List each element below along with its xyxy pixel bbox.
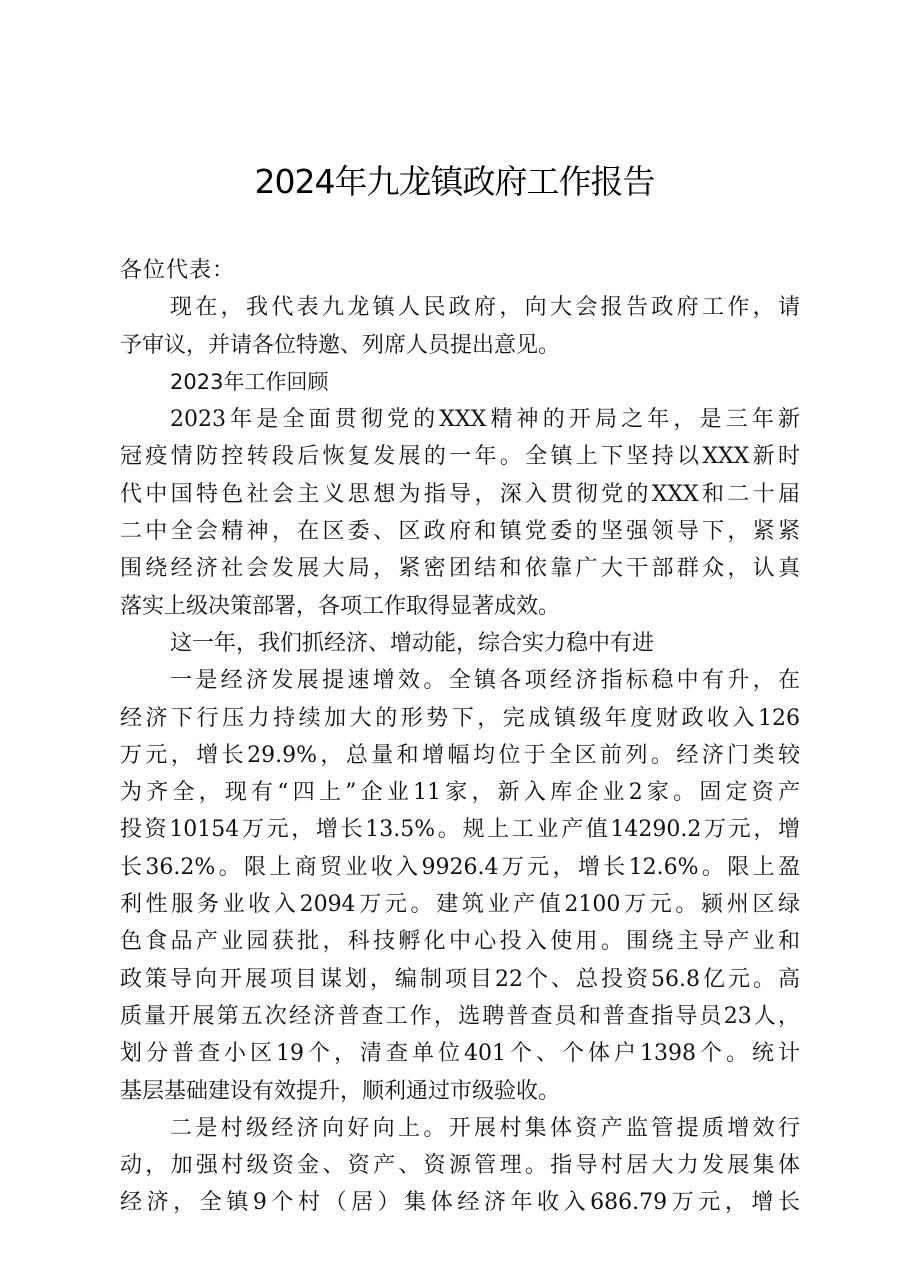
body-line: 基层基础建设有效提升，顺利通过市级验收。: [120, 1078, 561, 1104]
body-line: 一是经济发展提速增效。全镇各项经济指标稳中有升，在: [170, 668, 800, 694]
body-line: 动，加强村级资金、资产、资源管理。指导村居大力发展集体: [120, 1153, 800, 1179]
document-body: [120, 252, 800, 1222]
body-line: 二是村级经济向好向上。开展村集体资产监管提质增效行: [170, 1115, 800, 1141]
body-line: 二中全会精神，在区委、区政府和镇党委的坚强领导下，紧紧: [120, 519, 800, 545]
body-line: 质量开展第五次经济普查工作，选聘普查员和普查指导员23人，: [120, 1003, 800, 1029]
body-lines: [120, 289, 800, 1221]
body-line: 色食品产业园获批，科技孵化中心投入使用。围绕主导产业和: [120, 929, 800, 955]
body-line: 经济下行压力持续加大的形势下，完成镇级年度财政收入126: [120, 705, 800, 731]
body-line: 围绕经济社会发展大局，紧密团结和依靠广大干部群众，认真: [120, 556, 800, 582]
body-line: 政策导向开展项目谋划，编制项目22个、总投资56.8亿元。高: [120, 966, 800, 992]
body-line: 为齐全，现有“四上”企业11家，新入库企业2家。固定资产: [120, 780, 800, 806]
body-line: 代中国特色社会主义思想为指导，深入贯彻党的XXX和二十届: [120, 481, 800, 507]
body-line: 万元，增长29.9%，总量和增幅均位于全区前列。经济门类较: [120, 742, 800, 768]
body-line: 长36.2%。限上商贸业收入9926.4万元，增长12.6%。限上盈: [120, 854, 800, 880]
document-title: 2024年九龙镇政府工作报告: [254, 162, 655, 201]
body-line: 投资10154万元，增长13.5%。规上工业产值14290.2万元，增: [120, 817, 800, 843]
body-line: 予审议，并请各位特邀、列席人员提出意见。: [120, 332, 561, 358]
body-line: 利性服务业收入2094万元。建筑业产值2100万元。颍州区绿: [120, 892, 800, 918]
body-line: 经济，全镇9个村（居）集体经济年收入686.79万元，增长: [120, 1190, 800, 1216]
body-line: 现在，我代表九龙镇人民政府，向大会报告政府工作，请: [170, 295, 800, 321]
body-line: 划分普查小区19个，清查单位401个、个体户1398个。统计: [120, 1041, 800, 1067]
body-line: 冠疫情防控转段后恢复发展的一年。全镇上下坚持以XXX新时: [120, 444, 800, 470]
body-line: 这一年，我们抓经济、增动能，综合实力稳中有进: [170, 630, 655, 656]
section-heading: 2023年工作回顾: [170, 369, 329, 394]
body-line: 2023年是全面贯彻党的XXX精神的开局之年，是三年新: [170, 407, 800, 433]
salutation: 各位代表：: [120, 258, 236, 283]
body-line: 落实上级决策部署，各项工作取得显著成效。: [120, 593, 561, 619]
